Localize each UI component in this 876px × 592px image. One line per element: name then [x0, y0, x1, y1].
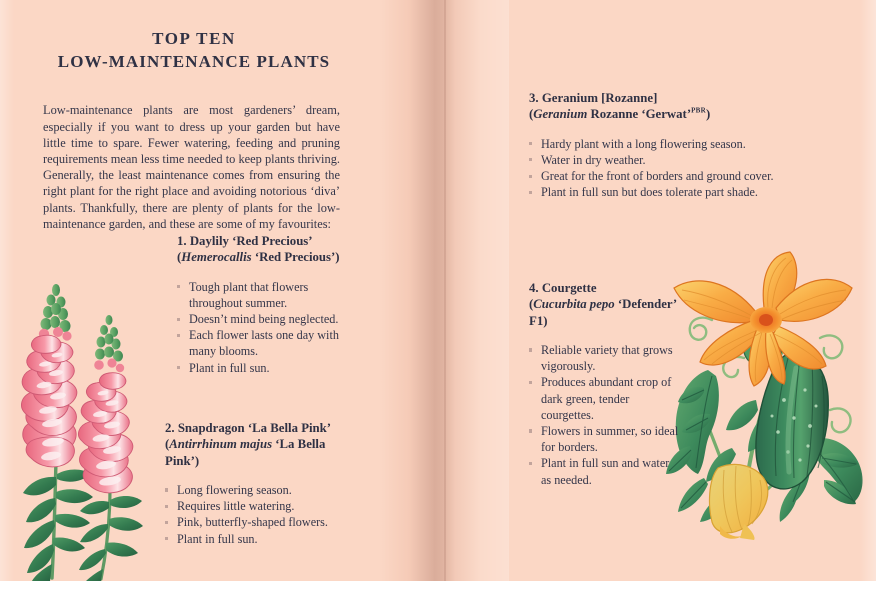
plant-2-botanical-cultivar: ‘La Bella Pink’): [165, 437, 326, 468]
plant-entry-2: [165, 420, 345, 547]
list-item: Hardy plant with a long flowering season.: [529, 136, 789, 152]
plant-3-number: 3.: [529, 91, 539, 105]
plant-entry-3-heading: [529, 90, 789, 123]
plant-entry-3-bullets: [529, 136, 789, 201]
list-item: Tough plant that flowers throughout summer.: [177, 279, 352, 311]
list-item: Doesn’t mind being neglected.: [177, 311, 352, 327]
list-item: Plant in full sun and water as needed.: [529, 455, 679, 487]
list-item: Long flowering season.: [165, 482, 345, 498]
bottom-white-strip: [0, 581, 876, 592]
plant-1-common-name: Daylily ‘Red Precious’: [189, 234, 313, 248]
plant-3-common-name: Geranium [Rozanne]: [541, 91, 658, 105]
list-item: Each flower lasts one day with many blooms.: [177, 327, 352, 359]
plant-4-botanical-open: (: [529, 297, 534, 312]
list-item: Pink, butterfly-shaped flowers.: [165, 514, 345, 530]
plant-3-botanical-genus: Geranium: [533, 107, 588, 122]
plant-entry-2-bullets: [165, 482, 345, 547]
intro-paragraph: Low-maintenance plants are most gardeners’ dream, especially if you want to dress up your garden but have little time to spare. Fewer watering, feeding and pruning requirements mean less time needed to keep plants thriving. Generally, the least maintenance comes from ensuring the right plant for the right place and avoiding notorious ‘diva’ plants. Thankfully, there are plenty of plants for the low-maintenance garden, and these are some of my favourites:: [43, 103, 340, 231]
title-line-top: TOP TEN: [152, 29, 236, 48]
plant-entry-4: [529, 280, 679, 488]
plant-4-botanical-genus: Cucurbita pepo: [533, 297, 615, 312]
plant-entry-1: [177, 233, 352, 376]
list-item: Plant in full sun but does tolerate part shade.: [529, 184, 789, 200]
plant-entry-2-heading: [165, 420, 345, 469]
list-item: Great for the front of borders and ground cover.: [529, 168, 789, 184]
plant-3-pbr-superscript: PBR: [691, 107, 706, 116]
plant-1-botanical-open: (: [177, 250, 182, 265]
plant-1-botanical-cultivar: ‘Red Precious’): [251, 250, 340, 265]
list-item: Requires little watering.: [165, 498, 345, 514]
plant-entry-1-heading: [177, 233, 352, 266]
plant-2-botanical-genus: Antirrhinum majus: [169, 437, 273, 452]
plant-entry-4-heading: [529, 280, 679, 329]
title-line-bottom: LOW-MAINTENANCE PLANTS: [57, 52, 331, 72]
plant-1-number: 1.: [177, 234, 187, 248]
plant-3-botanical-close: ): [706, 107, 711, 122]
plant-4-botanical-cultivar: ‘Defender’ F1): [529, 297, 677, 328]
plant-4-common-name: Courgette: [541, 281, 597, 295]
list-item: Plant in full sun.: [165, 531, 345, 547]
plant-2-common-name: Snapdragon ‘La Bella Pink’: [177, 421, 331, 435]
list-item: Plant in full sun.: [177, 360, 352, 376]
plant-entry-4-bullets: [529, 342, 679, 488]
plant-4-number: 4.: [529, 281, 539, 295]
plant-3-botanical-open: (: [529, 107, 534, 122]
page-title: [44, 28, 344, 75]
list-item: Water in dry weather.: [529, 152, 789, 168]
plant-entry-3: [529, 90, 789, 200]
list-item: Reliable variety that grows vigorously.: [529, 342, 679, 374]
plant-2-botanical-open: (: [165, 437, 170, 452]
list-item: Produces abundant crop of dark green, tender courgettes.: [529, 374, 679, 423]
list-item: Flowers in summer, so ideal for borders.: [529, 423, 679, 455]
plant-1-botanical-genus: Hemerocallis: [181, 250, 252, 265]
plant-entry-1-bullets: [177, 279, 352, 376]
plant-2-number: 2.: [165, 421, 175, 435]
plant-3-botanical-cultivar: Rozanne ‘Gerwat’: [587, 107, 692, 122]
